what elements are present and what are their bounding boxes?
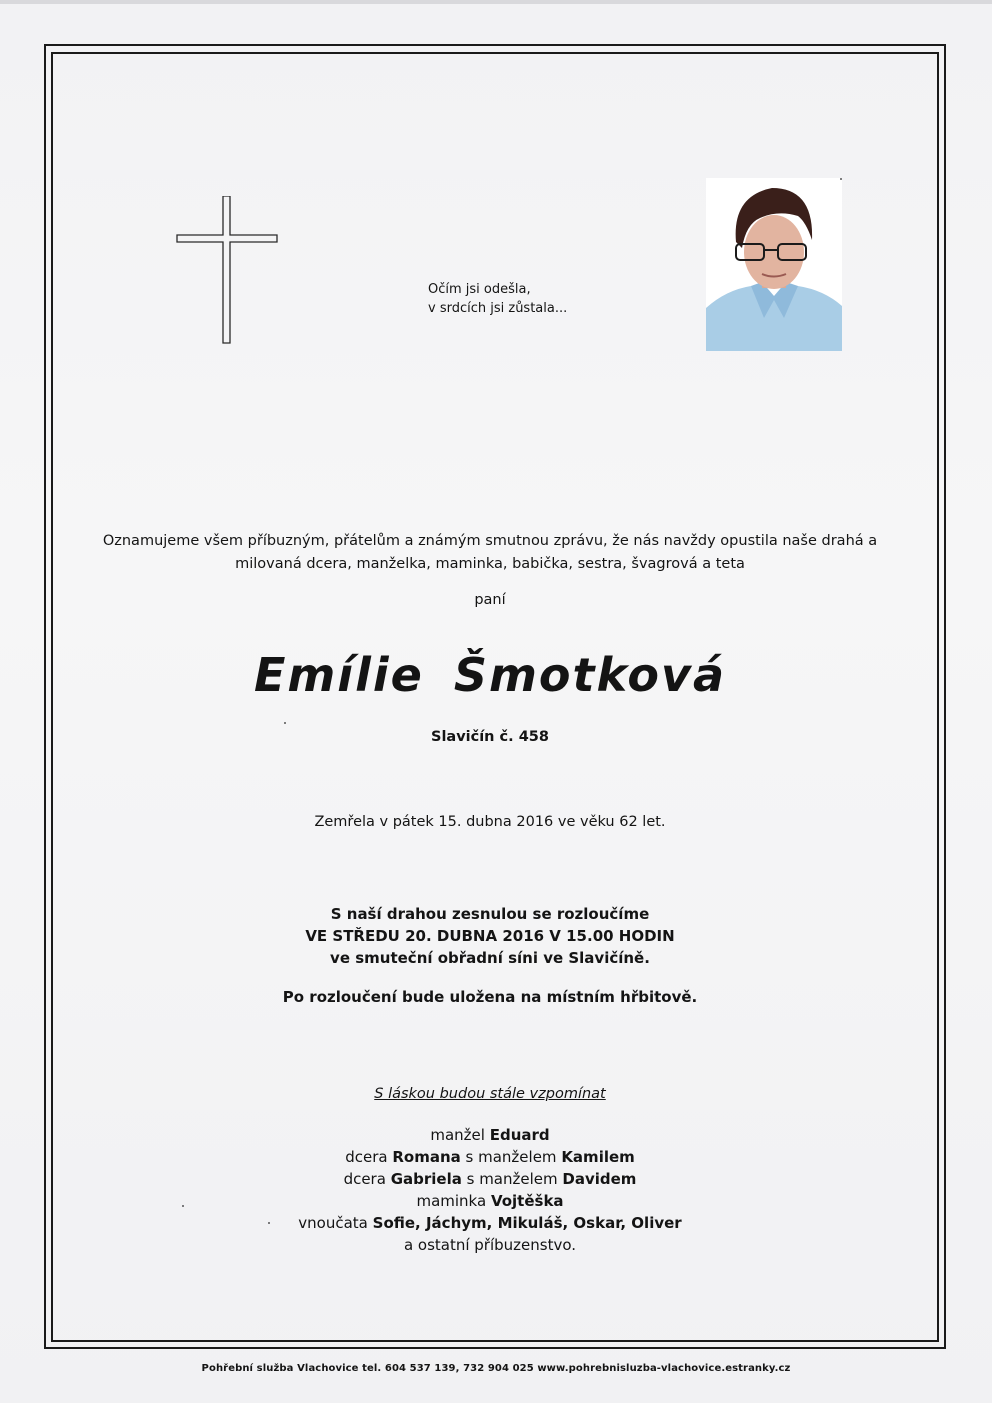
family-row bbox=[90, 1168, 890, 1190]
first-name: Emílie bbox=[253, 648, 424, 702]
cross-icon bbox=[176, 196, 278, 344]
paper-speck bbox=[840, 178, 842, 180]
family-row bbox=[90, 1234, 890, 1256]
family-name: Vojtěška bbox=[490, 1192, 564, 1210]
family-relation: maminka bbox=[416, 1192, 491, 1210]
motto bbox=[428, 280, 567, 318]
motto-line-1: Očím jsi odešla, bbox=[428, 282, 531, 297]
family-list bbox=[90, 1124, 890, 1256]
farewell-line-2: VE STŘEDU 20. DUBNA 2016 V 15.00 HODIN bbox=[305, 927, 675, 945]
memory-heading: S láskou budou stále vzpomínat bbox=[374, 1086, 606, 1102]
last-name: Šmotková bbox=[453, 648, 727, 702]
family-relation: s manželem bbox=[461, 1170, 563, 1188]
announcement bbox=[90, 530, 890, 576]
family-name: Romana bbox=[392, 1148, 461, 1166]
family-row bbox=[90, 1146, 890, 1168]
family-relation: dcera bbox=[345, 1148, 393, 1166]
page-top-edge bbox=[0, 0, 992, 4]
family-name: Gabriela bbox=[390, 1170, 462, 1188]
announcement-line-2: milovaná dcera, manželka, maminka, babička, sestra, švagrová a teta bbox=[235, 556, 745, 572]
title-word: paní bbox=[474, 592, 506, 608]
family-name: Sofie, Jáchym, Mikuláš, Oskar, Oliver bbox=[372, 1214, 682, 1232]
family-relation: vnoučata bbox=[298, 1214, 373, 1232]
family-relation: a ostatní příbuzenstvo. bbox=[403, 1236, 577, 1254]
family-row bbox=[90, 1124, 890, 1146]
announcement-line-1: Oznamujeme všem příbuzným, přátelům a známým smutnou zprávu, že nás navždy opustila naše drahá a bbox=[102, 533, 878, 549]
burial-info: Po rozloučení bude uložena na místním hřbitově. bbox=[282, 988, 698, 1006]
family-name: Davidem bbox=[562, 1170, 637, 1188]
death-notice: Zemřela v pátek 15. dubna 2016 ve věku 62 let. bbox=[314, 814, 666, 830]
family-row bbox=[90, 1190, 890, 1212]
family-relation: s manželem bbox=[460, 1148, 562, 1166]
farewell-line-3: ve smuteční obřadní síni ve Slavičíně. bbox=[330, 949, 650, 967]
paper-speck bbox=[268, 1222, 270, 1224]
motto-line-2: v srdcích jsi zůstala... bbox=[428, 301, 568, 316]
deceased-address: Slavičín č. 458 bbox=[431, 729, 549, 745]
family-relation: manžel bbox=[430, 1126, 490, 1144]
farewell-line-1: S naší drahou zesnulou se rozloučíme bbox=[330, 905, 650, 923]
portrait-photo bbox=[706, 178, 842, 351]
paper-speck bbox=[284, 722, 286, 724]
family-name: Eduard bbox=[489, 1126, 550, 1144]
family-name: Kamilem bbox=[561, 1148, 635, 1166]
family-row bbox=[90, 1212, 890, 1234]
family-relation: dcera bbox=[343, 1170, 391, 1188]
footer-contact: Pohřební služba Vlachovice tel. 604 537 139, 732 904 025 www.pohrebnisluzba-vlachovice.estranky.cz bbox=[201, 1363, 791, 1374]
farewell-info bbox=[90, 903, 890, 969]
deceased-name bbox=[90, 648, 890, 702]
paper-speck bbox=[182, 1205, 184, 1207]
